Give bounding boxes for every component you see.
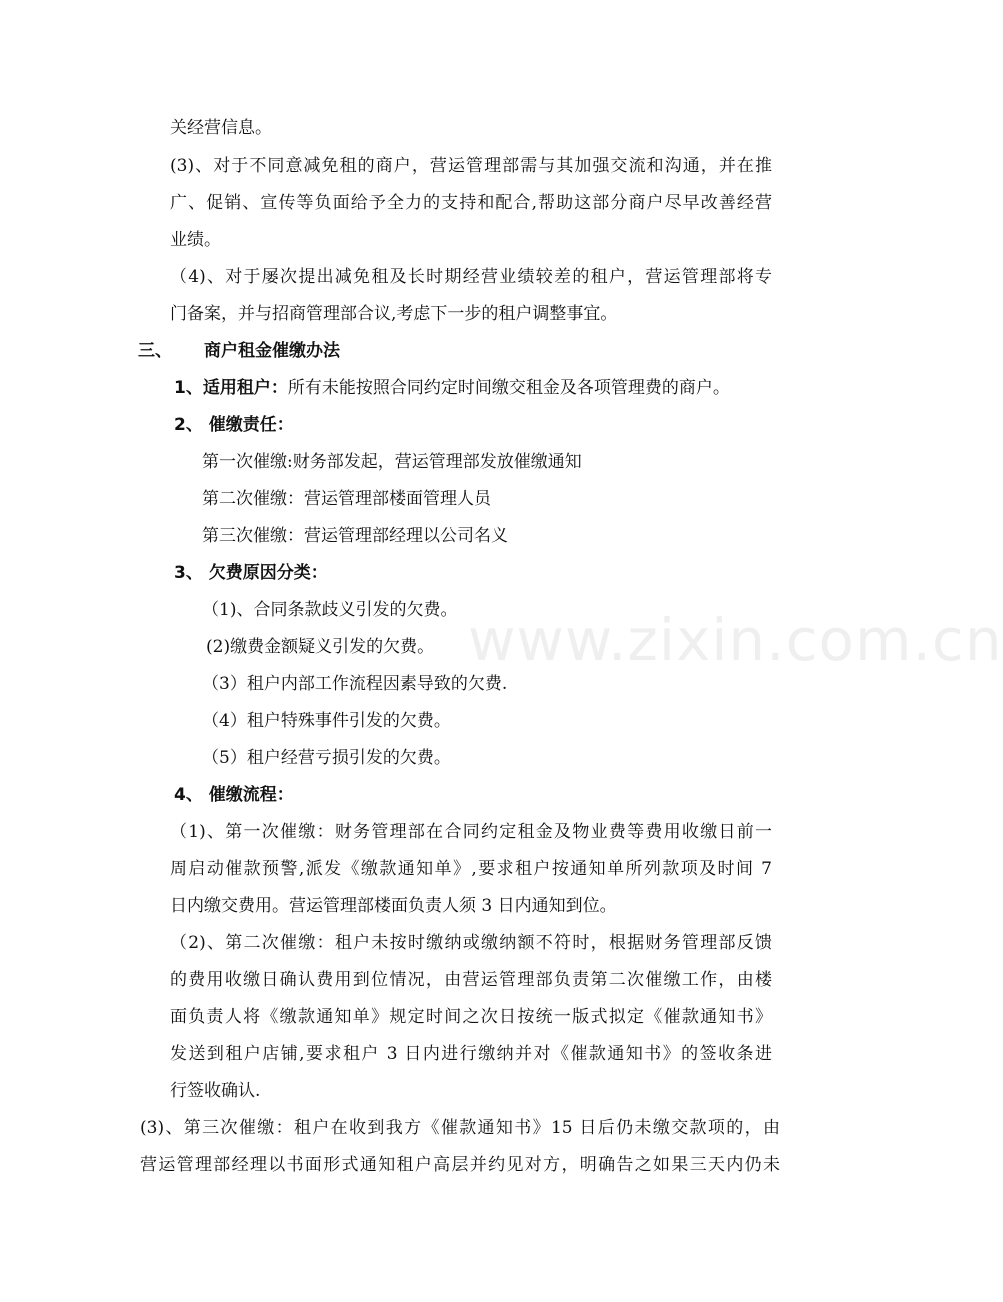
item-4-line-1: （4)、对于屡次提出减免租及长时期经营业绩较差的租户，营运管理部将专 xyxy=(170,267,772,287)
item-3-line-2: 广、促销、宣传等负面给予全力的支持和配合,帮助这部分商户尽早改善经营 xyxy=(170,193,772,213)
applicable-tenants xyxy=(174,377,730,399)
item-3-line-1: (3)、对于不同意减免租的商户，营运管理部需与其加强交流和沟通，并在推 xyxy=(170,156,772,176)
section-number: 三、 xyxy=(138,341,172,361)
responsibility-heading: 2、 催缴责任： xyxy=(174,415,294,435)
reason-3: （3）租户内部工作流程因素导致的欠费. xyxy=(202,674,508,694)
reason-4: （4）租户特殊事件引发的欠费。 xyxy=(202,711,451,731)
step-3-line-1: (3)、第三次催缴：租户在收到我方《催款通知书》15 日后仍未缴交款项的，由 xyxy=(140,1118,780,1138)
applicable-label: 1、适用租户： xyxy=(174,378,288,398)
process-heading: 4、 催缴流程： xyxy=(174,785,294,805)
reason-1: （1)、合同条款歧义引发的欠费。 xyxy=(202,600,458,620)
item-3-line-3: 业绩。 xyxy=(170,230,221,250)
section-title: 商户租金催缴办法 xyxy=(204,341,340,361)
step-2-line-1: （2)、第二次催缴：租户未按时缴纳或缴纳额不符时，根据财务管理部反馈 xyxy=(170,933,772,953)
step-2-line-3: 面负责人将《缴款通知单》规定时间之次日按统一版式拟定《催款通知书》 xyxy=(170,1007,772,1027)
item-4-line-2: 门备案，并与招商管理部合议,考虑下一步的租户调整事宜。 xyxy=(170,304,618,324)
reasons-heading: 3、 欠费原因分类： xyxy=(174,563,328,583)
applicable-text: 所有未能按照合同约定时间缴交租金及各项管理费的商户。 xyxy=(287,378,730,398)
step-2-line-5: 行签收确认. xyxy=(170,1081,261,1101)
paragraph-end: 关经营信息。 xyxy=(170,118,272,138)
watermark: www.zixin.com.cn xyxy=(468,606,1003,674)
step-2-line-2: 的费用收缴日确认费用到位情况，由营运管理部负责第二次催缴工作，由楼 xyxy=(170,970,772,990)
step-2-line-4: 发送到租户店铺,要求租户 3 日内进行缴纳并对《催款通知书》的签收条进 xyxy=(170,1044,772,1064)
responsibility-third: 第三次催缴：营运管理部经理以公司名义 xyxy=(202,526,508,546)
step-1-line-2: 周启动催款预警,派发《缴款通知单》,要求租户按通知单所列款项及时间 7 xyxy=(170,859,772,879)
responsibility-second: 第二次催缴：营运管理部楼面管理人员 xyxy=(202,489,491,509)
reason-5: （5）租户经营亏损引发的欠费。 xyxy=(202,748,451,768)
step-1-line-1: （1)、第一次催缴：财务管理部在合同约定租金及物业费等费用收缴日前一 xyxy=(170,822,772,842)
step-1-line-3: 日内缴交费用。营运管理部楼面负责人须 3 日内通知到位。 xyxy=(170,896,617,916)
reason-2: (2)缴费金额疑义引发的欠费。 xyxy=(206,637,435,657)
responsibility-first: 第一次催缴:财务部发起，营运管理部发放催缴通知 xyxy=(202,452,582,472)
step-3-line-2: 营运管理部经理以书面形式通知租户高层并约见对方，明确告之如果三天内仍未 xyxy=(140,1155,780,1175)
